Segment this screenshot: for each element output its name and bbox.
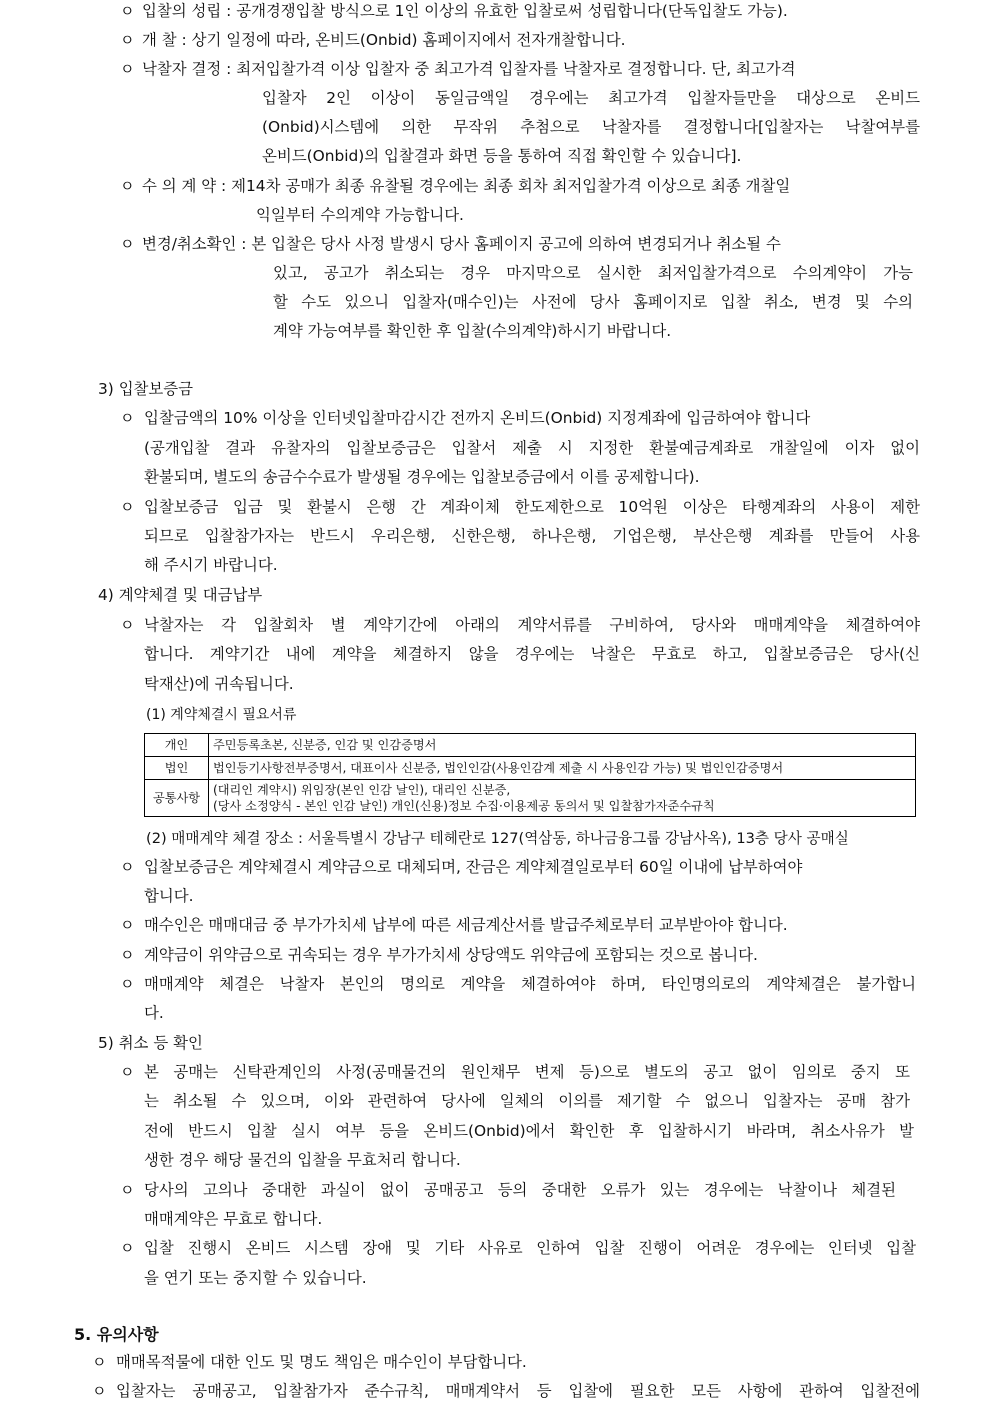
contract-intro-cont: 탁재산)에 귀속됩니다. — [144, 675, 294, 693]
doc-list: 주민등록초본, 신분증, 인감 및 인감증명서 — [209, 734, 916, 757]
contract-item-cont: 다. — [144, 1004, 164, 1022]
contract-intro: 낙찰자는 각 입찰회차 별 계약기간에 아래의 계약서류를 구비하여, 당사와 매매계약을 체결하여야 — [144, 616, 920, 634]
bullet: ㅇ — [92, 1382, 107, 1400]
rule-bid-formation: 입찰의 성립 : 공개경쟁입찰 방식으로 1인 이상의 유효한 입찰로써 성립합니다(단독입찰도 가능). — [142, 2, 788, 20]
rule-change-cancel-cont: 계약 가능여부를 확인한 후 입찰(수의계약)하시기 바랍니다. — [273, 322, 672, 340]
rule-winner-decision-cont: 온비드(Onbid)의 입찰결과 화면 등을 통하여 직접 확인할 수 있습니다]. — [262, 147, 742, 165]
required-docs-table — [144, 733, 916, 817]
rule-change-cancel-cont: 있고, 공고가 취소되는 경우 마지막으로 실시한 최저입찰가격으로 수의계약이 가능 — [273, 264, 913, 282]
contract-item-cont: 합니다. — [144, 887, 194, 905]
cancel-item-cont: 을 연기 또는 중지할 수 있습니다. — [144, 1269, 367, 1287]
doc-list-line: (당사 소정양식 - 본인 인감 날인) 개인(신용)정보 수집·이용제공 동의서 및 입찰참가자준수규칙 — [213, 799, 715, 813]
cancel-item-cont: 전에 반드시 입찰 실시 여부 등을 온비드(Onbid)에서 확인한 후 입찰하시기 바라며, 취소사유가 발 — [144, 1122, 914, 1140]
bullet: ㅇ — [120, 616, 135, 634]
bullet: ㅇ — [120, 1063, 135, 1081]
bullet: ㅇ — [120, 858, 135, 876]
bullet: ㅇ — [120, 235, 135, 253]
bullet: ㅇ — [92, 1353, 107, 1371]
section-title: 3) 입찰보증금 — [98, 380, 194, 398]
contract-intro-cont: 합니다. 계약기간 내에 계약을 체결하지 않을 경우에는 낙찰은 무효로 하고, 입찰보증금은 당사(신 — [144, 645, 920, 663]
table-row — [145, 757, 916, 780]
doc-type-label: 공통사항 — [145, 780, 209, 817]
bullet: ㅇ — [120, 1181, 135, 1199]
contract-item: 매수인은 매매대금 중 부가가치세 납부에 따른 세금계산서를 발급주체로부터 교부받아야 합니다. — [144, 916, 788, 934]
cancel-item-cont: 매매계약은 무효로 합니다. — [144, 1210, 323, 1228]
table-row — [145, 734, 916, 757]
rule-change-cancel-cont: 할 수도 있으니 입찰자(매수인)는 사전에 당사 홈페이지로 입찰 취소, 변경 및 수의 — [273, 293, 913, 311]
deposit-item-cont: 해 주시기 바랍니다. — [144, 556, 278, 574]
rule-private-contract-cont: 익일부터 수의계약 가능합니다. — [256, 206, 464, 224]
cancel-item-cont: 는 취소될 수 있으며, 이와 관련하여 당사에 일체의 이의를 제기할 수 없으니 입찰자는 공매 참가 — [144, 1092, 910, 1110]
deposit-item: 입찰보증금 입금 및 환불시 은행 간 계좌이체 한도제한으로 10억원 이상은 타행계좌의 사용이 제한 — [144, 498, 920, 516]
cancel-item-cont: 생한 경우 해당 물건의 입찰을 무효처리 합니다. — [144, 1151, 461, 1169]
table-row — [145, 780, 916, 817]
rule-winner-decision-cont: 입찰자 2인 이상이 동일금액일 경우에는 최고가격 입찰자들만을 대상으로 온비드 — [262, 89, 920, 107]
bullet: ㅇ — [120, 2, 135, 20]
rule-winner-decision-cont: (Onbid)시스템에 의한 무작위 추첨으로 낙찰자를 결정합니다[입찰자는 낙찰여부를 — [262, 118, 920, 136]
deposit-item: 입찰금액의 10% 이상을 인터넷입찰마감시간 전까지 온비드(Onbid) 지정계좌에 입금하여야 합니다 — [144, 409, 811, 427]
bullet: ㅇ — [120, 177, 135, 195]
section-title: 4) 계약체결 및 대금납부 — [98, 586, 263, 604]
doc-list — [209, 780, 916, 817]
cancel-item: 당사의 고의나 중대한 과실이 없이 공매공고 등의 중대한 오류가 있는 경우에는 낙찰이나 체결된 — [144, 1181, 896, 1199]
contract-place: (2) 매매계약 체결 장소 : 서울특별시 강남구 테헤란로 127(역삼동, 하나금융그룹 강남사옥), 13층 당사 공매실 — [146, 830, 849, 847]
bullet: ㅇ — [120, 975, 135, 993]
contract-item: 계약금이 위약금으로 귀속되는 경우 부가가치세 상당액도 위약금에 포함되는 것으로 봅니다. — [144, 946, 758, 964]
contract-item: 매매계약 체결은 낙찰자 본인의 명의로 계약을 체결하여야 하며, 타인명의로의 계약체결은 불가합니 — [144, 975, 916, 993]
deposit-item-cont: (공개입찰 결과 유찰자의 입찰보증금은 입찰서 제출 시 지정한 환불예금계좌로 개찰일에 이자 없이 — [144, 439, 920, 457]
section-heading: 5. 유의사항 — [74, 1325, 159, 1344]
doc-type-label: 법인 — [145, 757, 209, 780]
doc-type-label: 개인 — [145, 734, 209, 757]
deposit-item-cont: 환불되며, 별도의 송금수수료가 발생될 경우에는 입찰보증금에서 이를 공제합니다). — [144, 468, 700, 486]
rule-opening: 개 찰 : 상기 일정에 따라, 온비드(Onbid) 홈페이지에서 전자개찰합니다. — [142, 31, 626, 49]
rule-private-contract: 수 의 계 약 : 제14차 공매가 최종 유찰될 경우에는 최종 회차 최저입찰가격 이상으로 최종 개찰일 — [142, 177, 791, 195]
contract-item: 입찰보증금은 계약체결시 계약금으로 대체되며, 잔금은 계약체결일로부터 60일 이내에 납부하여야 — [144, 858, 803, 876]
bullet: ㅇ — [120, 946, 135, 964]
docs-title: (1) 계약체결시 필요서류 — [146, 707, 297, 723]
cancel-item: 본 공매는 신탁관계인의 사정(공매물건의 원인채무 변제 등)으로 별도의 공고 없이 임의로 중지 또 — [144, 1063, 910, 1081]
section-title: 5) 취소 등 확인 — [98, 1034, 203, 1052]
doc-list: 법인등기사항전부증명서, 대표이사 신분증, 법인인감(사용인감계 제출 시 사용인감 가능) 및 법인인감증명서 — [209, 757, 916, 780]
doc-list-line: (대리인 계약시) 위임장(본인 인감 날인), 대리인 신분증, — [213, 783, 511, 797]
note-item: 매매목적물에 대한 인도 및 명도 책임은 매수인이 부담합니다. — [116, 1353, 527, 1371]
bullet: ㅇ — [120, 498, 135, 516]
bullet: ㅇ — [120, 916, 135, 934]
deposit-item-cont: 되므로 입찰참가자는 반드시 우리은행, 신한은행, 하나은행, 기업은행, 부산은행 계좌를 만들어 사용 — [144, 527, 920, 545]
bullet: ㅇ — [120, 60, 135, 78]
bullet: ㅇ — [120, 31, 135, 49]
bullet: ㅇ — [120, 409, 135, 427]
note-item: 입찰자는 공매공고, 입찰참가자 준수규칙, 매매계약서 등 입찰에 필요한 모든 사항에 관하여 입찰전에 — [116, 1382, 920, 1400]
bullet: ㅇ — [120, 1239, 135, 1257]
rule-change-cancel: 변경/취소확인 : 본 입찰은 당사 사정 발생시 당사 홈페이지 공고에 의하여 변경되거나 취소될 수 — [142, 235, 781, 253]
cancel-item: 입찰 진행시 온비드 시스템 장애 및 기타 사유로 인하여 입찰 진행이 어려운 경우에는 인터넷 입찰 — [144, 1239, 916, 1257]
rule-winner-decision: 낙찰자 결정 : 최저입찰가격 이상 입찰자 중 최고가격 입찰자를 낙찰자로 결정합니다. 단, 최고가격 — [142, 60, 796, 78]
